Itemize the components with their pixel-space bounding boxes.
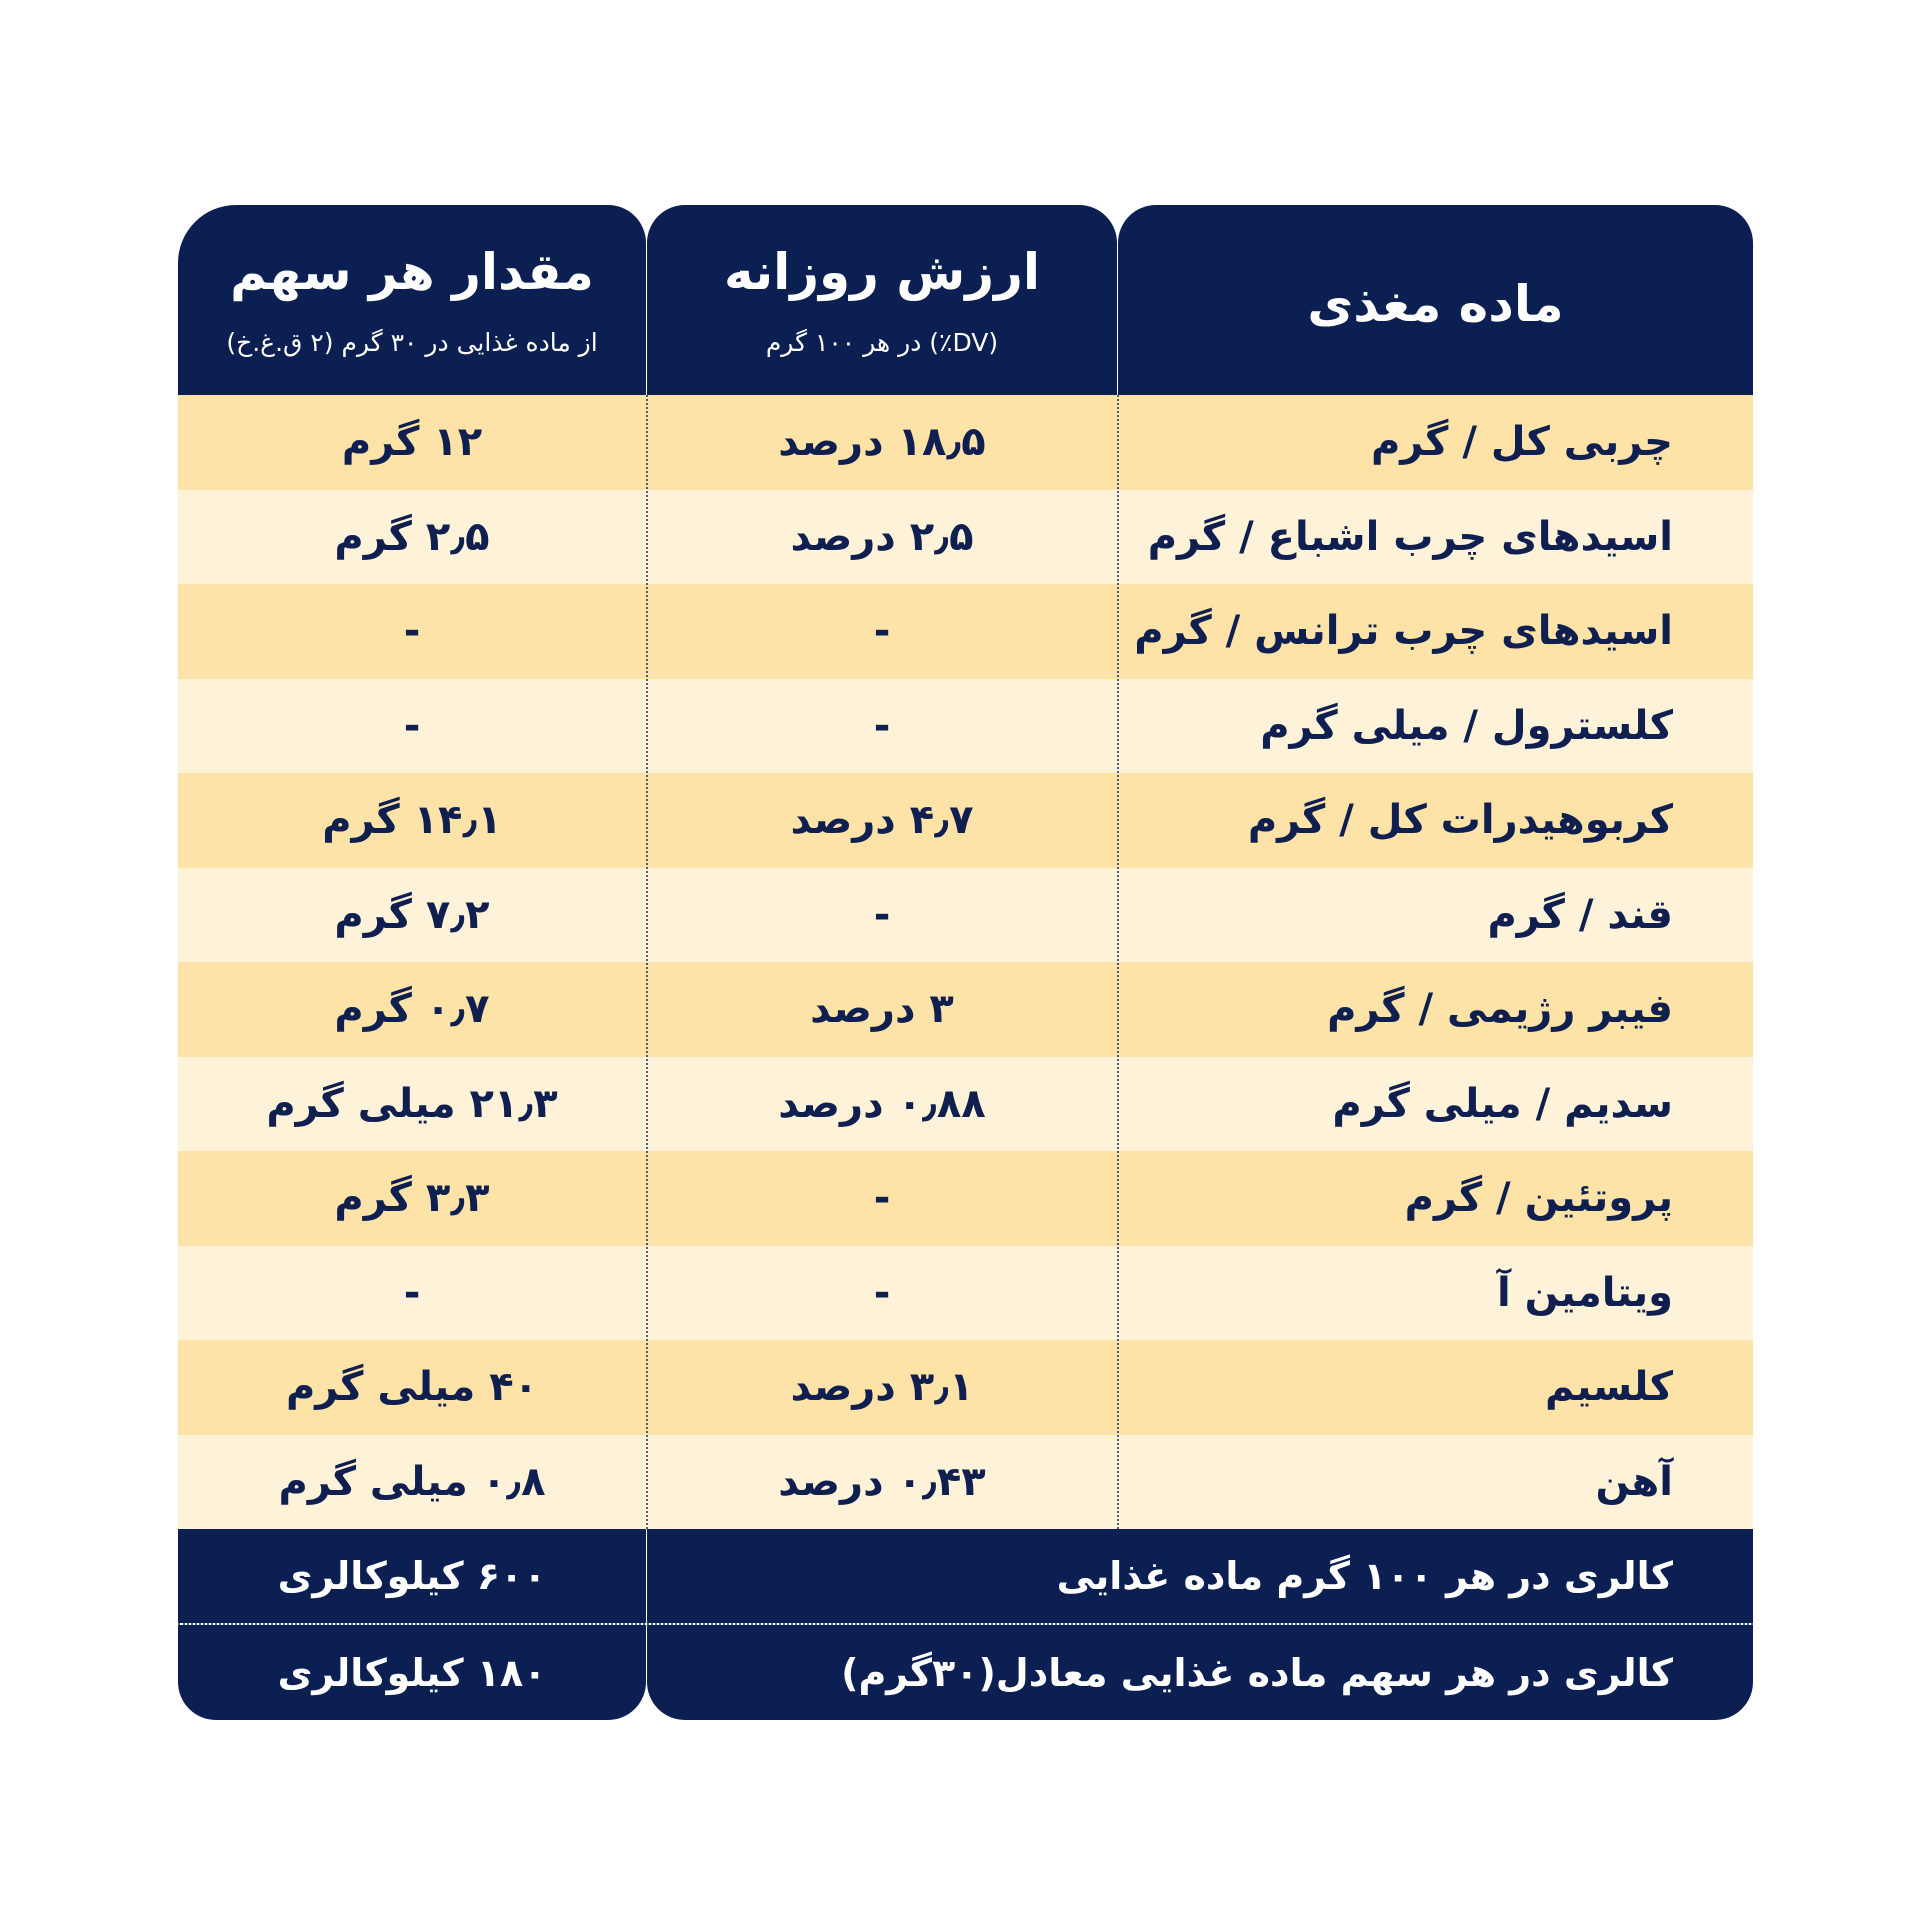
daily-value: ۲٫۵ درصد: [790, 513, 974, 560]
table-row: [178, 1435, 1753, 1530]
nutrient-name: سدیم / میلی گرم: [1332, 1080, 1673, 1127]
serving-amount: -: [403, 702, 421, 749]
header-daily-value: [647, 205, 1117, 395]
nutrition-facts-table: [178, 205, 1753, 1720]
header-per-serving: [178, 205, 646, 395]
nutrient-name: کلسترول / میلی گرم: [1260, 702, 1673, 749]
daily-value: ۰٫۸۸ درصد: [778, 1080, 986, 1127]
serving-amount: ۱۲ گرم: [341, 419, 483, 466]
calories-per-100g-label: کالری در هر ۱۰۰ گرم ماده غذایی: [647, 1529, 1753, 1623]
nutrient-name: کربوهیدرات کل / گرم: [1247, 797, 1673, 844]
serving-amount: ۰٫۸ میلی گرم: [278, 1458, 546, 1505]
serving-amount: -: [403, 608, 421, 655]
table-row: [178, 490, 1753, 585]
table-row: [178, 679, 1753, 774]
table-row: [178, 1246, 1753, 1341]
nutrient-name: فیبر رژیمی / گرم: [1327, 986, 1673, 1033]
header-daily-value-title: ارزش روزانه: [724, 243, 1040, 301]
calories-per-serving-value: ۱۸۰ کیلوکالری: [178, 1625, 646, 1720]
header-per-serving-title: مقدار هر سهم: [230, 243, 594, 301]
daily-value: -: [873, 702, 891, 749]
serving-amount: ۳٫۳ گرم: [334, 1175, 490, 1222]
table-row: [178, 1057, 1753, 1152]
header-nutrient: [1118, 205, 1753, 395]
nutrient-name: کلسیم: [1545, 1364, 1673, 1411]
nutrient-name: اسیدهای چرب اشباع / گرم: [1147, 513, 1673, 560]
nutrient-name: پروتئین / گرم: [1404, 1175, 1673, 1222]
nutrient-name: قند / گرم: [1487, 891, 1673, 938]
table-row: [178, 868, 1753, 963]
nutrient-name: ویتامین آ: [1497, 1269, 1673, 1316]
table-row: [178, 1151, 1753, 1246]
serving-amount: ۲٫۵ گرم: [334, 513, 490, 560]
table-row: [178, 395, 1753, 490]
header-per-serving-subtitle: از ماده غذایی در ۳۰ گرم (۲ ق.غ.خ): [226, 328, 598, 357]
serving-amount: ۴۰ میلی گرم: [285, 1364, 539, 1411]
table-row: [178, 773, 1753, 868]
table-body: [178, 395, 1753, 1529]
table-row: [178, 584, 1753, 679]
header-daily-value-subtitle: (DV٪) در هر ۱۰۰ گرم: [765, 328, 999, 357]
daily-value: -: [873, 1175, 891, 1222]
daily-value: ۳٫۱ درصد: [790, 1364, 974, 1411]
daily-value: -: [873, 891, 891, 938]
calories-per-serving-label: کالری در هر سهم ماده غذایی معادل(۳۰گرم): [647, 1625, 1753, 1720]
table-row: [178, 1340, 1753, 1435]
serving-amount: ۰٫۷ گرم: [334, 986, 490, 1033]
serving-amount: ۱۴٫۱ گرم: [322, 797, 502, 844]
daily-value: ۱۸٫۵ درصد: [778, 419, 986, 466]
daily-value: ۴٫۷ درصد: [790, 797, 974, 844]
nutrient-name: آهن: [1595, 1458, 1673, 1505]
column-divider: [1117, 395, 1119, 1529]
calories-per-100g-value: ۶۰۰ کیلوکالری: [178, 1529, 646, 1623]
nutrient-name: چربی کل / گرم: [1370, 419, 1673, 466]
serving-amount: ۲۱٫۳ میلی گرم: [266, 1080, 558, 1127]
serving-amount: ۷٫۲ گرم: [334, 891, 490, 938]
daily-value: ۳ درصد: [810, 986, 954, 1033]
daily-value: ۰٫۴۳ درصد: [778, 1458, 986, 1505]
serving-amount: -: [403, 1269, 421, 1316]
nutrient-name: اسیدهای چرب ترانس / گرم: [1134, 608, 1673, 655]
daily-value: -: [873, 1269, 891, 1316]
column-divider: [646, 395, 648, 1529]
header-nutrient-title: ماده مغذی: [1307, 275, 1564, 333]
daily-value: -: [873, 608, 891, 655]
table-row: [178, 962, 1753, 1057]
